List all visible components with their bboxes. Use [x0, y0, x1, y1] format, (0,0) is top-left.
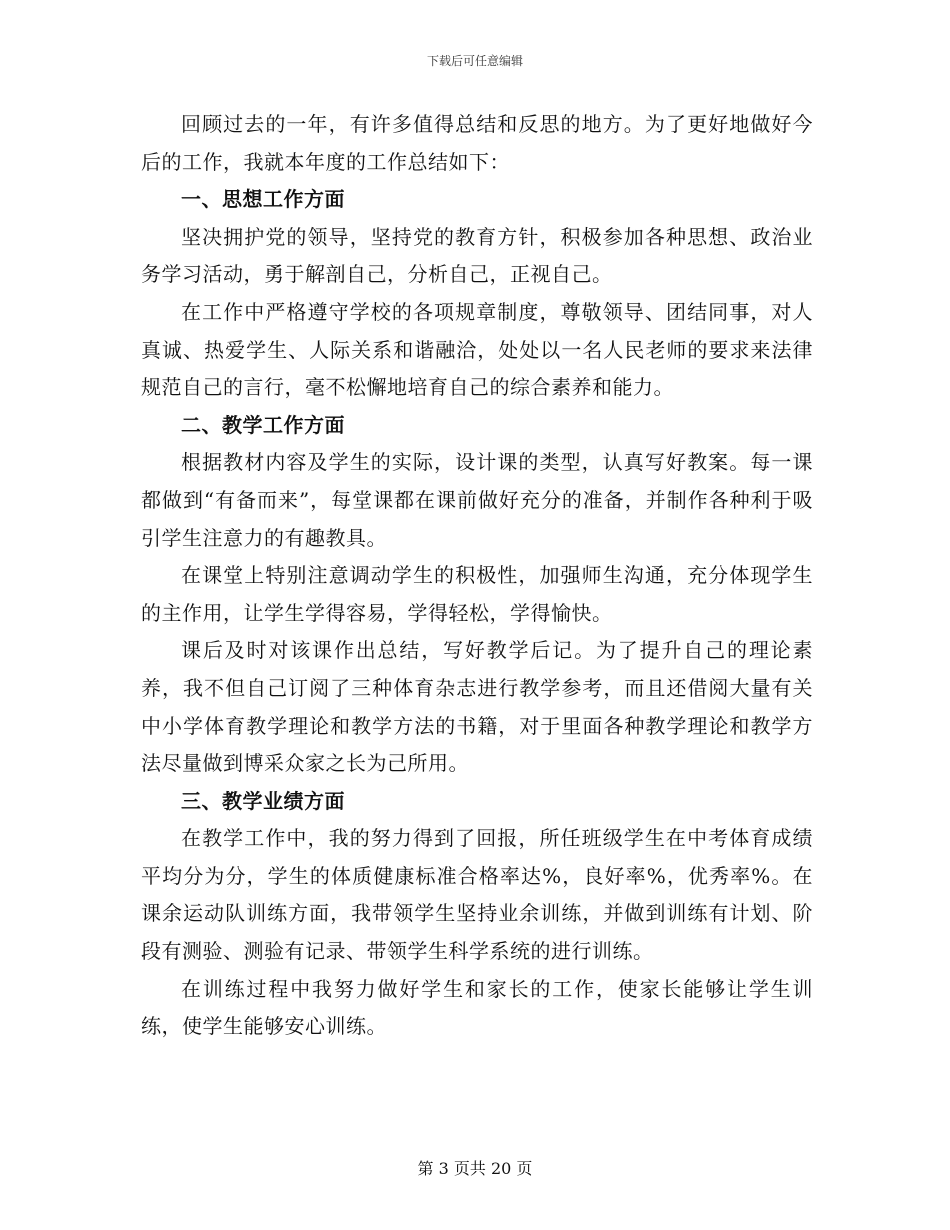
document-body: [141, 106, 813, 1046]
section-heading-teaching: 二、教学工作方面: [181, 412, 345, 437]
paragraph-teaching-1: 根据教材内容及学生的实际，设计课的类型，认真写好教案。每一课都做到“有备而来”，每堂课都在课前做好充分的准备，并制作各种利于吸引学生注意力的有趣教具。: [141, 450, 813, 550]
paragraph-ideology-2: 在工作中严格遵守学校的各项规章制度，尊敬领导、团结同事，对人真诚、热爱学生、人际关系和谐融洽，处处以一名人民老师的要求来法律规范自己的言行，毫不松懈地培育自己的综合素养和能力。: [141, 299, 813, 400]
page-footer: 第 3 页共 20 页: [417, 1159, 533, 1178]
paragraph-teaching-3: 课后及时对该课作出总结，写好教学后记。为了提升自己的理论素养，我不但自己订阅了三种体育杂志进行教学参考，而且还借阅大量有关中小学体育教学理论和教学方法的书籍，对于里面各种教学理论和教学方法尽量做到博采众家之长为己所用。: [141, 638, 813, 776]
paragraph-teaching-2: 在课堂上特别注意调动学生的积极性，加强师生沟通，充分体现学生的主作用，让学生学得容易，学得轻松，学得愉快。: [141, 563, 813, 625]
paragraph-ideology-1: 坚决拥护党的领导，坚持党的教育方针，积极参加各种思想、政治业务学习活动，勇于解剖自己，分析自己，正视自己。: [141, 224, 813, 287]
page-header: 下载后可任意编辑: [426, 54, 523, 68]
section-heading-achievements: 三、教学业绩方面: [181, 788, 345, 813]
paragraph-achievements-1: 在教学工作中，我的努力得到了回报，所任班级学生在中考体育成绩平均分为分，学生的体质健康标准合格率达%，良好率%，优秀率%。在课余运动队训练方面，我带领学生坚持业余训练，并做到训练有计划、阶段有测验、测验有记录、带领学生科学系统的进行训练。: [141, 826, 813, 964]
paragraph-achievements-2: 在训练过程中我努力做好学生和家长的工作，使家长能够让学生训练，使学生能够安心训练。: [141, 976, 813, 1039]
section-heading-ideology: 一、思想工作方面: [181, 187, 345, 212]
paragraph-intro: 回顾过去的一年，有许多值得总结和反思的地方。为了更好地做好今后的工作，我就本年度的工作总结如下：: [141, 112, 813, 174]
